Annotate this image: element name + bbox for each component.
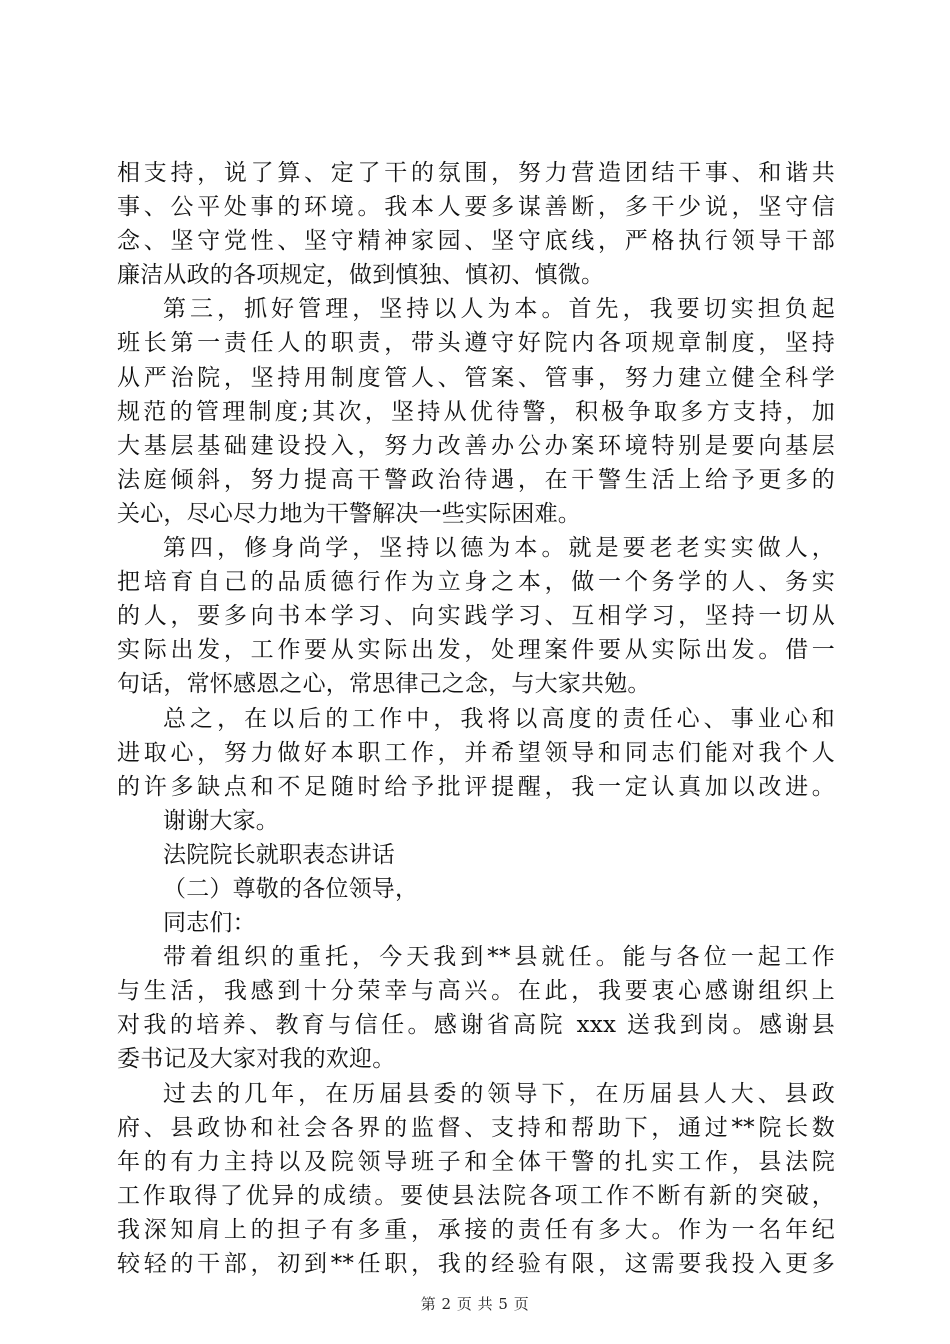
text-line: 法庭倾斜，努力提高干警政治待遇，在干警生活上给予更多的 — [117, 466, 835, 493]
text-line: 关心，尽心尽力地为干警解决一些实际困难。 — [117, 500, 581, 527]
text-line: 实际出发，工作要从实际出发，处理案件要从实际出发。借一 — [117, 637, 835, 664]
text-line: （二）尊敬的各位领导， — [163, 875, 419, 902]
text-line: 谢谢大家。 — [163, 807, 279, 834]
text-line: 第三，抓好管理，坚持以人为本。首先，我要切实担负起 — [163, 296, 835, 323]
text-line: 工作取得了优异的成绩。要使县法院各项工作不断有新的突破， — [117, 1182, 835, 1209]
document-body — [117, 156, 835, 1281]
text-line: 法院院长就职表态讲话 — [163, 841, 395, 868]
text-line: 班长第一责任人的职责，带头遵守好院内各项规章制度，坚持 — [117, 330, 835, 357]
text-line: 把培育自己的品质德行作为立身之本，做一个务学的人、务实 — [117, 569, 835, 596]
text-line: 规范的管理制度;其次，坚持从优待警，积极争取多方支持，加 — [117, 398, 835, 425]
text-line: 我深知肩上的担子有多重，承接的责任有多大。作为一名年纪 — [117, 1216, 835, 1243]
text-line: 进取心，努力做好本职工作，并希望领导和同志们能对我个人 — [117, 739, 835, 766]
text-line: 从严治院，坚持用制度管人、管案、管事，努力建立健全科学 — [117, 364, 835, 391]
text-line: 总之，在以后的工作中，我将以高度的责任心、事业心和 — [163, 705, 835, 732]
text-line: 府、县政协和社会各界的监督、支持和帮助下，通过**院长数 — [117, 1114, 835, 1141]
text-line: 相支持，说了算、定了干的氛围，努力营造团结干事、和谐共 — [117, 160, 835, 186]
text-line: 念、坚守党性、坚守精神家园、坚守底线，严格执行领导干部 — [117, 228, 835, 255]
text-line: 第四，修身尚学，坚持以德为本。就是要老老实实做人， — [163, 535, 835, 562]
text-line: 对我的培养、教育与信任。感谢省高院 xxx 送我到岗。感谢县 — [117, 1012, 835, 1039]
text-line: 委书记及大家对我的欢迎。 — [117, 1046, 396, 1073]
text-line: 过去的几年，在历届县委的领导下，在历届县人大、县政 — [163, 1080, 835, 1107]
text-line: 的人，要多向书本学习、向实践学习、互相学习，坚持一切从 — [117, 603, 835, 630]
text-line: 的许多缺点和不足随时给予批评提醒，我一定认真加以改进。 — [117, 773, 835, 800]
text-line: 带着组织的重托，今天我到**县就任。能与各位一起工作 — [163, 944, 835, 971]
text-line: 句话，常怀感恩之心，常思律己之念，与大家共勉。 — [117, 671, 651, 698]
text-line: 大基层基础建设投入，努力改善办公办案环境特别是要向基层 — [117, 432, 835, 459]
text-line: 年的有力主持以及院领导班子和全体干警的扎实工作，县法院 — [117, 1148, 835, 1175]
text-line: 廉洁从政的各项规定，做到慎独、慎初、慎微。 — [117, 262, 605, 289]
text-line: 与生活，我感到十分荣幸与高兴。在此，我要衷心感谢组织上 — [117, 978, 835, 1005]
text-line: 较轻的干部，初到**任职，我的经验有限，这需要我投入更多 — [117, 1251, 835, 1277]
page-footer — [0, 1293, 950, 1314]
text-line: 事、公平处事的环境。我本人要多谋善断，多干少说，坚守信 — [117, 194, 835, 221]
page-number-label: 第 2 页 共 5 页 — [420, 1295, 530, 1313]
text-line: 同志们： — [163, 910, 256, 937]
